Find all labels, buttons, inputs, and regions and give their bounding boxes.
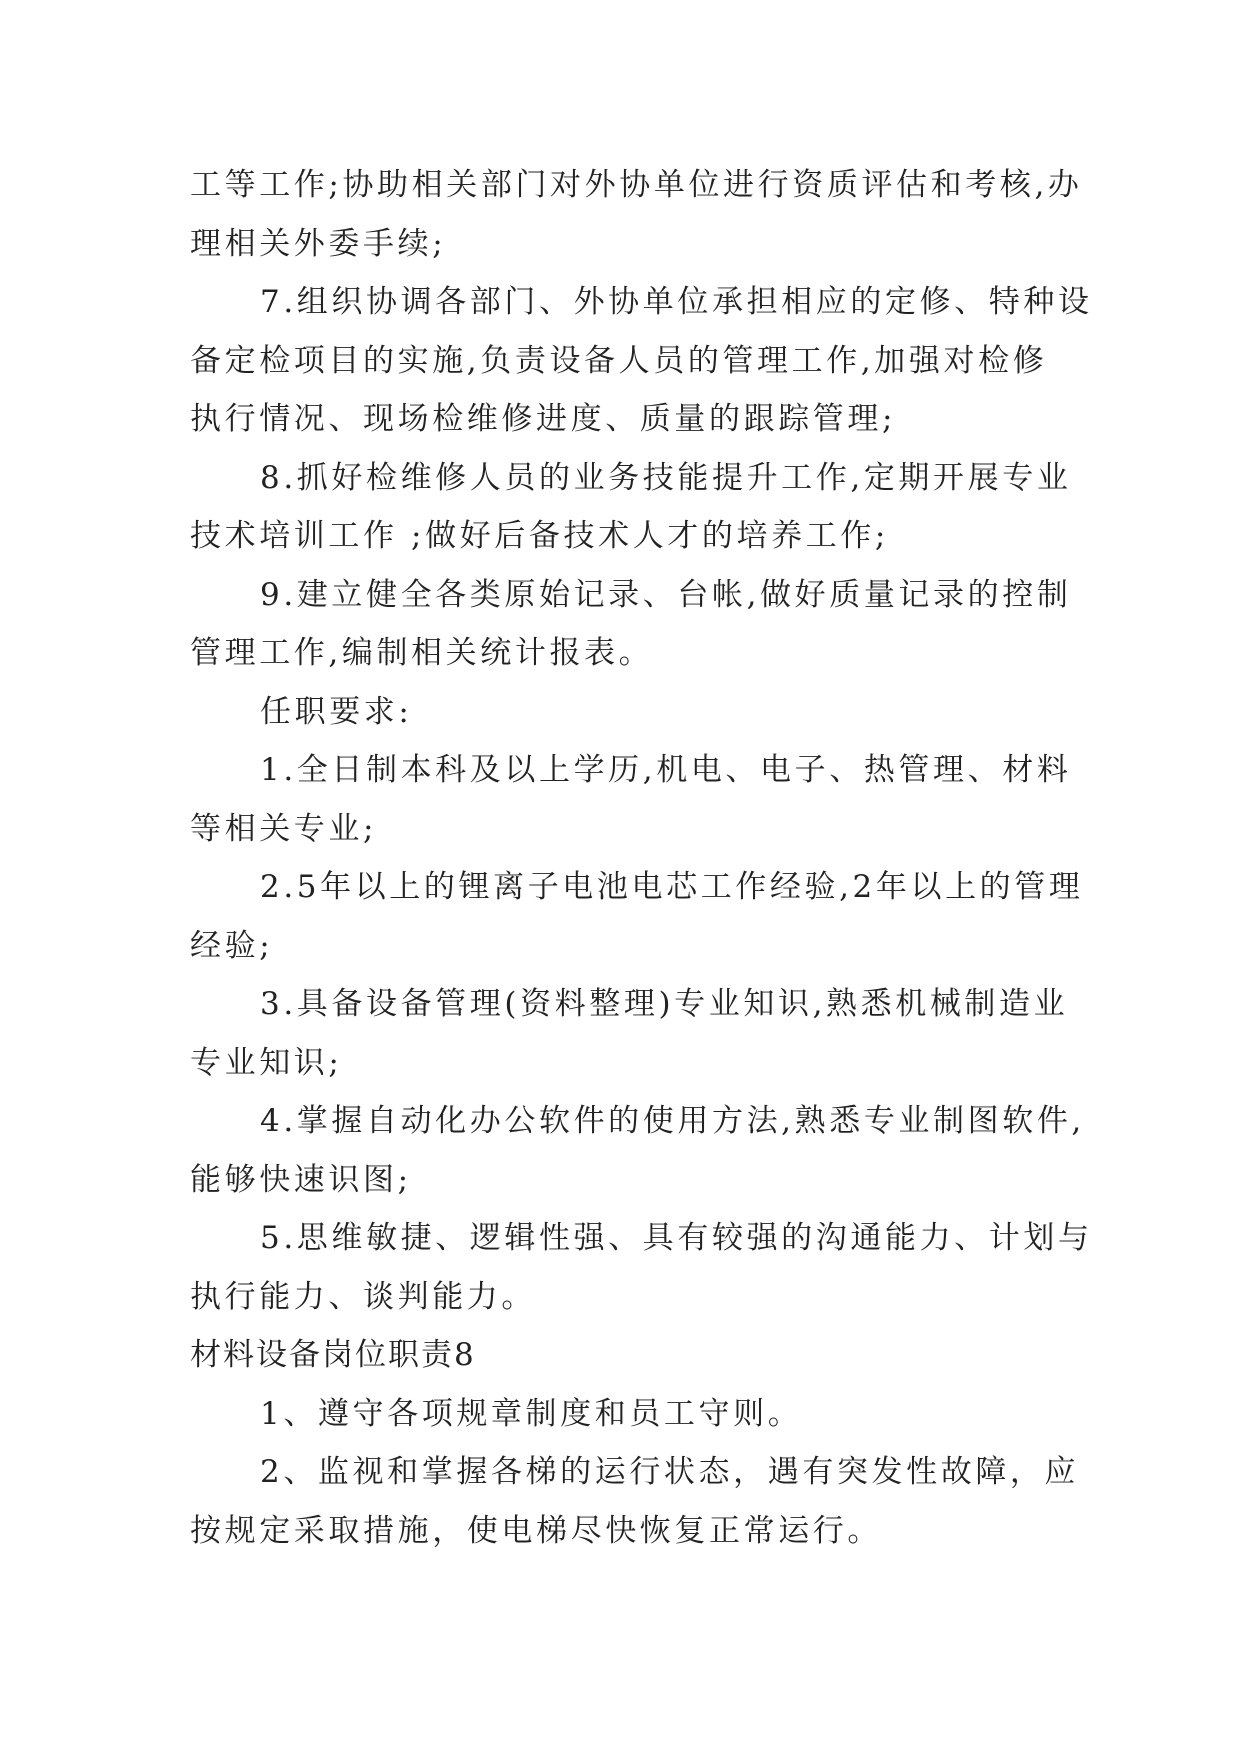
text-line: 管理工作,编制相关统计报表。 — [190, 635, 654, 671]
text-line: 2.5年以上的锂离子电池电芯工作经验,2年以上的管理 — [260, 869, 1084, 905]
text-line: 理相关外委手续; — [190, 225, 447, 262]
text-line: 等相关专业; — [190, 810, 378, 847]
text-line: 任职要求: — [260, 693, 413, 730]
text-line: 技术培训工作 ;做好后备技术人才的培养工作; — [190, 518, 889, 554]
text-line: 3.具备设备管理(资料整理)专业知识,熟悉机械制造业 — [260, 986, 1069, 1022]
text-line: 1、遵守各项规章制度和员工守则。 — [260, 1395, 803, 1432]
text-line: 执行情况、现场检维修进度、质量的跟踪管理; — [190, 401, 897, 437]
text-line: 执行能力、谈判能力。 — [190, 1278, 536, 1315]
text-line: 工等工作;协助相关部门对外协单位进行资质评估和考核,办 — [190, 167, 1083, 203]
section-heading: 材料设备岗位职责8 — [190, 1337, 476, 1373]
text-line: 8.抓好检维修人员的业务技能提升工作,定期开展专业 — [260, 459, 1072, 496]
document-body — [190, 156, 1093, 1560]
text-line: 能够快速识图; — [190, 1161, 412, 1198]
text-line: 7.组织协调各部门、外协单位承担相应的定修、特种设 — [260, 284, 1093, 320]
text-line: 备定检项目的实施,负责设备人员的管理工作,加强对检修 — [190, 342, 1048, 379]
text-line: 经验; — [190, 927, 274, 964]
text-line: 1.全日制本科及以上学历,机电、电子、热管理、材料 — [260, 752, 1072, 788]
text-line: 9.建立健全各类原始记录、台帐,做好质量记录的控制 — [260, 576, 1072, 613]
text-line: 专业知识; — [190, 1044, 343, 1081]
text-line: 按规定采取措施，使电梯尽快恢复正常运行。 — [190, 1512, 882, 1549]
text-line: 5.思维敏捷、逻辑性强、具有较强的沟通能力、计划与 — [260, 1220, 1093, 1256]
text-line: 4.掌握自动化办公软件的使用方法,熟悉专业制图软件, — [260, 1103, 1085, 1139]
text-line: 2、监视和掌握各梯的运行状态，遇有突发性故障，应 — [260, 1454, 1080, 1490]
